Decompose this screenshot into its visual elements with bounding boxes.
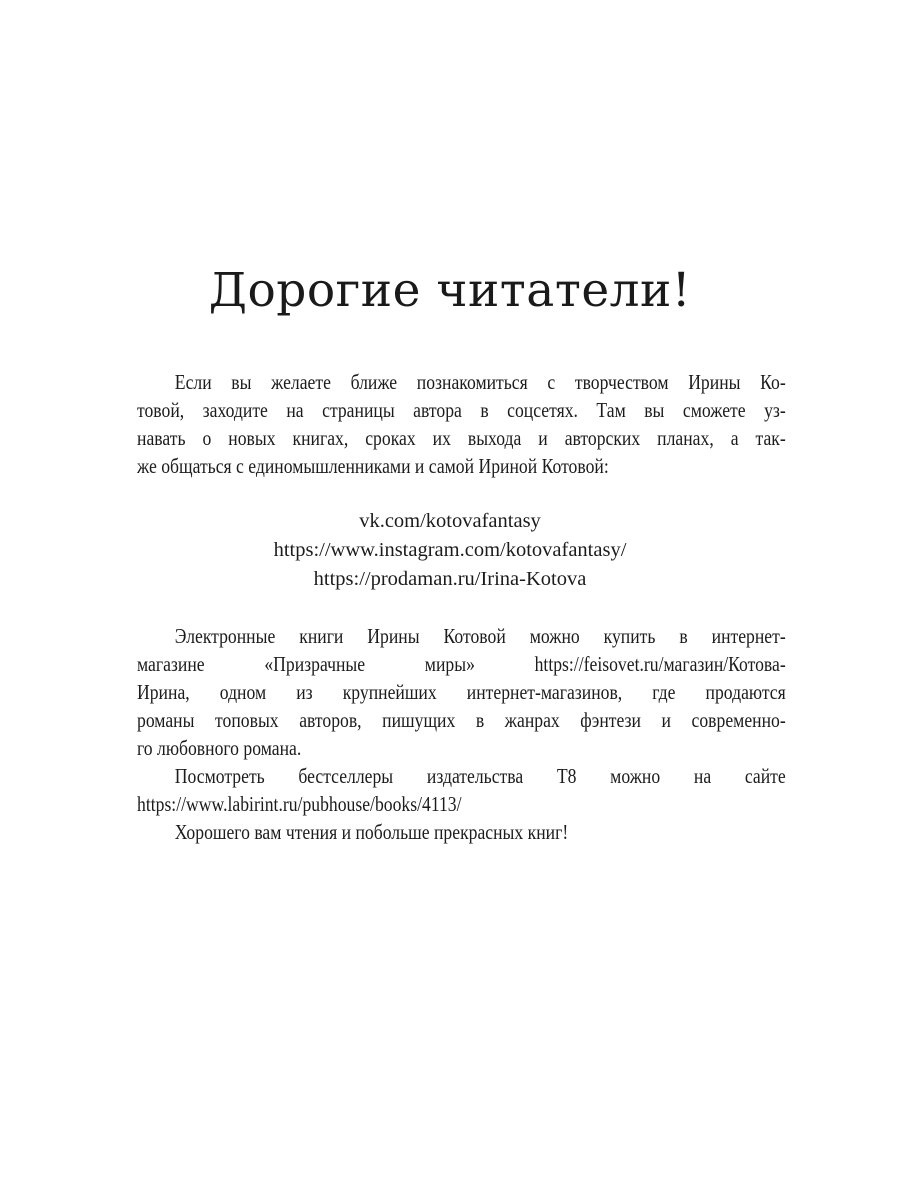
text-line xyxy=(137,678,786,706)
text-line xyxy=(137,622,786,650)
link-instagram[interactable]: https://www.instagram.com/kotovafantasy/ xyxy=(273,539,627,561)
link-labirint[interactable]: https://www.labirint.ru/pubhouse/books/4113/ xyxy=(137,792,462,816)
text-line-content: товой, заходите на страницы автора в соцсетях. Там вы сможете уз- xyxy=(137,398,786,422)
text-line xyxy=(137,424,786,452)
link-prodaman[interactable]: https://prodaman.ru/Irina-Kotova xyxy=(313,568,587,590)
text-line xyxy=(137,452,786,480)
text-line-content: романы топовых авторов, пишущих в жанрах фэнтези и современно- xyxy=(137,708,786,732)
text-line xyxy=(137,650,786,678)
social-links xyxy=(0,507,900,594)
text-line-content: Электронные книги Ирины Котовой можно купить в интернет- xyxy=(174,624,786,648)
text-line-content: Хорошего вам чтения и побольше прекрасных книг! xyxy=(174,820,569,844)
paragraph-ebooks xyxy=(137,622,786,762)
link-vk[interactable]: vk.com/kotovafantasy xyxy=(359,510,541,532)
text-line-content: Если вы желаете ближе познакомиться с творчеством Ирины Ко- xyxy=(174,370,786,394)
text-line xyxy=(137,734,786,762)
text-line-content: же общаться с единомышленниками и самой Ириной Котовой: xyxy=(137,454,609,478)
text-line-content: Ирина, одном из крупнейших интернет-магазинов, где продаются xyxy=(137,680,786,704)
page-title: Дорогие читатели! xyxy=(208,263,692,319)
text-line xyxy=(137,762,786,790)
text-line-content: навать о новых книгах, сроках их выхода и авторских планах, а так- xyxy=(137,426,786,450)
text-line xyxy=(137,396,786,424)
text-line xyxy=(137,368,786,396)
text-line-content: Посмотреть бестселлеры издательства Т8 можно на сайте xyxy=(174,764,786,788)
text-line xyxy=(137,706,786,734)
paragraph-bestsellers xyxy=(137,762,786,818)
text-line xyxy=(137,818,786,846)
text-line-link[interactable] xyxy=(137,790,786,818)
text-line-content: магазине «Призрачные миры» https://feisovet.ru/магазин/Котова- xyxy=(137,652,786,676)
paragraph-social xyxy=(137,368,786,480)
text-line-content: го любовного романа. xyxy=(137,736,302,760)
paragraph-closing xyxy=(137,818,786,846)
